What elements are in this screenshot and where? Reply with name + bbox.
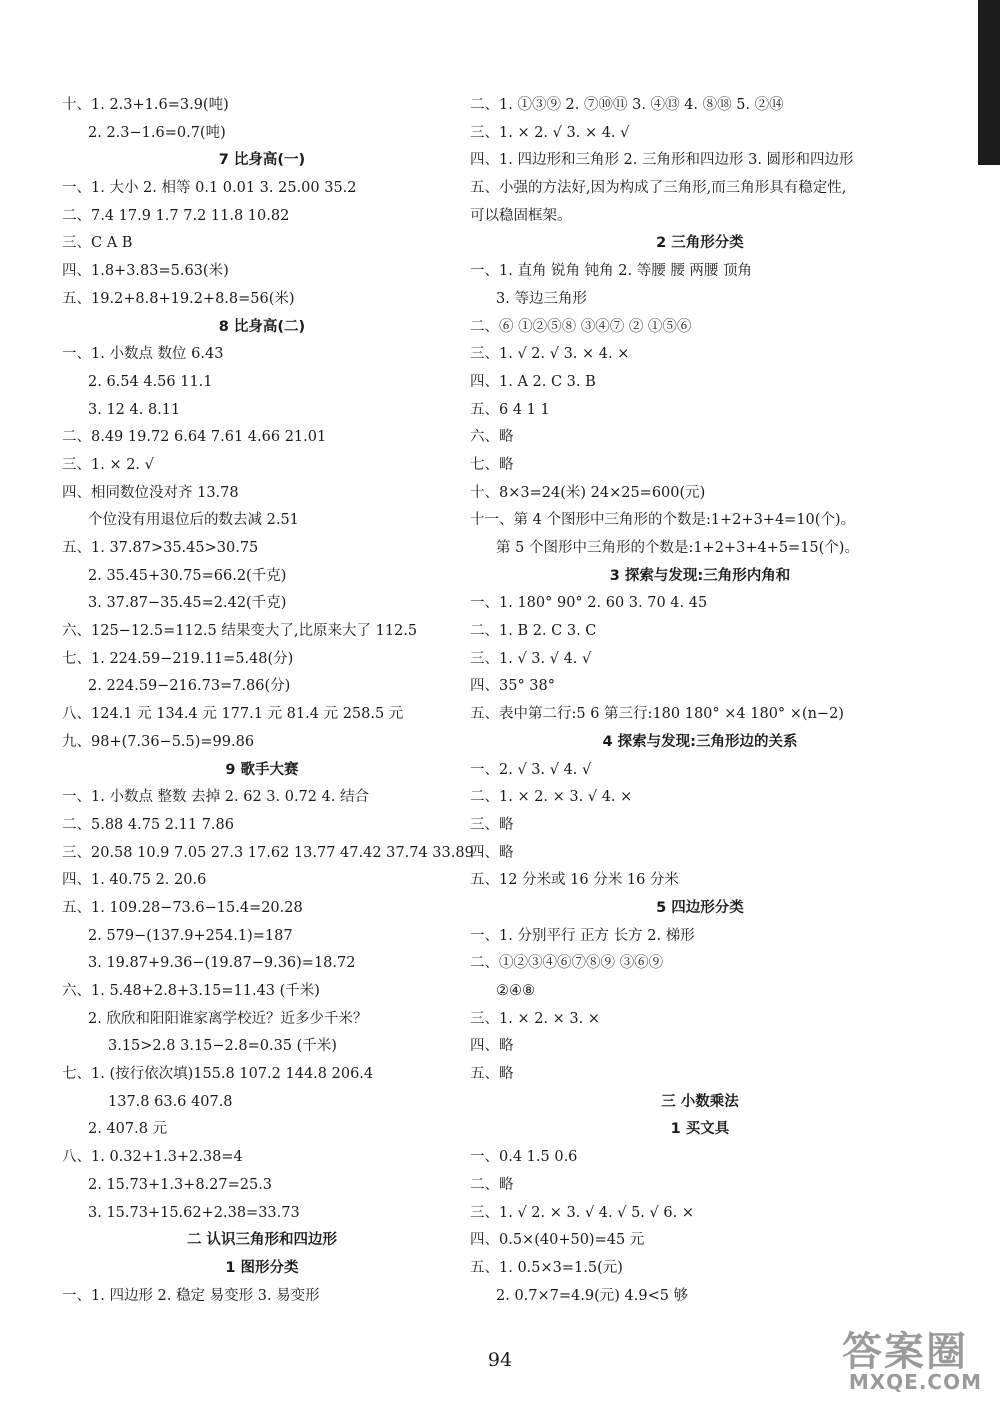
answer-line: 3.15>2.8 3.15−2.8=0.35 (千米)	[108, 1038, 337, 1055]
answer-line: 九、98+(7.36−5.5)=99.86	[62, 733, 255, 750]
answer-line: 三、1. √ 2. √ 3. × 4. ×	[470, 346, 630, 363]
answer-line: 五、1. 0.5×3=1.5(元)	[470, 1259, 623, 1276]
answer-line: 二、略	[470, 1176, 514, 1193]
answer-line: 个位没有用退位后的数去减 2.51	[88, 512, 299, 529]
section-title: 9 歌手大赛	[225, 761, 299, 778]
answer-line: 五、12 分米或 16 分米 16 分米	[470, 872, 679, 889]
right-column	[470, 92, 930, 1310]
answer-line: 二、8.49 19.72 6.64 7.61 4.66 21.01	[62, 429, 327, 446]
answer-line: 3. 19.87+9.36−(19.87−9.36)=18.72	[88, 955, 356, 972]
answer-line: 八、124.1 元 134.4 元 177.1 元 81.4 元 258.5 元	[62, 706, 404, 723]
watermark-url: MXQE.COM	[848, 1370, 982, 1394]
answer-line: 一、1. 180° 90° 2. 60 3. 70 4. 45	[470, 595, 708, 612]
answer-line: 六、略	[470, 429, 514, 446]
answer-line: 七、1. 224.59−219.11=5.48(分)	[62, 650, 294, 667]
answer-line: 五、19.2+8.8+19.2+8.8=56(米)	[62, 290, 295, 307]
answer-line: 四、35° 38°	[470, 678, 556, 695]
answer-line: 3. 12 4. 8.11	[88, 401, 181, 418]
answer-line: 四、1. 40.75 2. 20.6	[62, 872, 207, 889]
section-title: 三 小数乘法	[661, 1093, 739, 1110]
answer-line: 五、1. 109.28−73.6−15.4=20.28	[62, 899, 303, 916]
answer-line: 六、125−12.5=112.5 结果变大了,比原来大了 112.5	[62, 623, 418, 640]
answer-line: 3. 等边三角形	[496, 290, 587, 307]
answer-line: 五、表中第二行:5 6 第三行:180 180° ×4 180° ×(n−2)	[470, 706, 844, 723]
answer-line: 十、8×3=24(米) 24×25=600(元)	[470, 484, 706, 501]
answer-line: 一、1. 小数点 数位 6.43	[62, 346, 224, 363]
answer-line: 二、1. ①③⑨ 2. ⑦⑩⑪ 3. ④⑬ 4. ⑧⑱ 5. ②⑭	[470, 97, 784, 113]
answer-line: 三、1. √ 3. √ 4. √	[470, 650, 592, 667]
answer-line: 3. 37.87−35.45=2.42(千克)	[88, 595, 287, 612]
answer-line: 一、0.4 1.5 0.6	[470, 1149, 578, 1166]
answer-line: 四、略	[470, 1038, 514, 1055]
answer-line: 五、略	[470, 1066, 514, 1083]
answer-line: 一、1. 大小 2. 相等 0.1 0.01 3. 25.00 35.2	[62, 180, 357, 197]
answer-line: 可以稳固框架。	[470, 207, 572, 224]
answer-line: 一、1. 四边形 2. 稳定 易变形 3. 易变形	[62, 1287, 320, 1304]
section-title: 8 比身高(二)	[218, 318, 306, 335]
section-title: 4 探索与发现:三角形边的关系	[602, 733, 798, 750]
answer-line: 2. 579−(137.9+254.1)=187	[88, 927, 293, 944]
answer-line: 八、1. 0.32+1.3+2.38=4	[62, 1149, 243, 1166]
answer-line: 3. 15.73+15.62+2.38=33.73	[88, 1204, 300, 1221]
section-title: 1 图形分类	[225, 1259, 299, 1276]
answer-line: 四、1.8+3.83=5.63(米)	[62, 263, 229, 280]
answer-line: 二、7.4 17.9 1.7 7.2 11.8 10.82	[62, 207, 290, 224]
watermark-text: 答案圈	[842, 1329, 968, 1375]
answer-line: 二、1. B 2. C 3. C	[470, 623, 597, 640]
answer-line: 七、略	[470, 456, 514, 473]
answer-line: 第 5 个图形中三角形的个数是:1+2+3+4+5=15(个)。	[496, 540, 859, 556]
answer-line: 2. 35.45+30.75=66.2(千克)	[88, 567, 287, 584]
answer-line: 2. 2.3−1.6=0.7(吨)	[88, 124, 226, 141]
answer-line: 三、1. × 2. √	[62, 456, 154, 473]
section-title: 5 四边形分类	[656, 899, 744, 916]
section-title: 二 认识三角形和四边形	[186, 1232, 338, 1249]
answer-line: 2. 欣欣和阳阳谁家离学校近？近多少千米？	[88, 1010, 368, 1027]
answer-line: 三、C A B	[62, 235, 133, 252]
answer-line: 三、1. × 2. × 3. ×	[470, 1010, 600, 1027]
answer-line: 四、1. A 2. C 3. B	[470, 373, 596, 390]
watermark-logo	[816, 1320, 986, 1396]
answer-line: 四、略	[470, 844, 514, 861]
answer-line: 五、1. 37.87>35.45>30.75	[62, 540, 259, 556]
answer-line: 二、1. × 2. × 3. √ 4. ×	[470, 789, 633, 806]
answer-line: 三、1. √ 2. × 3. √ 4. √ 5. √ 6. ×	[470, 1204, 694, 1221]
section-title: 3 探索与发现:三角形内角和	[609, 567, 791, 584]
answer-line: 137.8 63.6 407.8	[108, 1093, 233, 1110]
answer-line: 2. 0.7×7=4.9(元) 4.9<5 够	[496, 1287, 689, 1304]
answer-line: 十、1. 2.3+1.6=3.9(吨)	[62, 97, 229, 113]
answer-line: 三、20.58 10.9 7.05 27.3 17.62 13.77 47.42 37.74 33.89	[62, 844, 474, 861]
section-title: 2 三角形分类	[656, 235, 744, 252]
answer-line: 一、2. √ 3. √ 4. √	[470, 761, 592, 778]
left-column	[62, 92, 474, 1310]
page-number: 94	[487, 1349, 513, 1371]
answer-line: 七、1. (按行依次填)155.8 107.2 144.8 206.4	[62, 1066, 374, 1083]
answer-line: ②④⑧	[496, 983, 535, 999]
answer-line: 2. 6.54 4.56 11.1	[88, 373, 213, 390]
answer-line: 三、1. × 2. √ 3. × 4. √	[470, 124, 630, 141]
answer-line: 二、5.88 4.75 2.11 7.86	[62, 816, 234, 833]
section-title: 7 比身高(一)	[218, 152, 306, 169]
page-edge-mark	[978, 0, 1000, 165]
answer-line: 2. 407.8 元	[88, 1121, 168, 1138]
answer-line: 一、1. 分别平行 正方 长方 2. 梯形	[470, 927, 695, 944]
answer-line: 一、1. 直角 锐角 钝角 2. 等腰 腰 两腰 顶角	[470, 263, 753, 280]
answer-line: 四、1. 四边形和三角形 2. 三角形和四边形 3. 圆形和四边形	[470, 152, 854, 169]
answer-line: 五、小强的方法好,因为构成了三角形,而三角形具有稳定性,	[470, 180, 847, 197]
section-title: 1 买文具	[670, 1121, 730, 1138]
answer-line: 四、0.5×(40+50)=45 元	[470, 1232, 645, 1249]
answer-line: 二、①②③④⑥⑦⑧⑨ ③⑥⑨	[470, 955, 664, 972]
answer-line: 一、1. 小数点 整数 去掉 2. 62 3. 0.72 4. 结合	[62, 789, 370, 806]
answer-line: 六、1. 5.48+2.8+3.15=11.43 (千米)	[62, 983, 320, 999]
answer-line: 二、⑥ ①②⑤⑧ ③④⑦ ② ①⑤⑥	[470, 318, 692, 335]
answer-line: 十一、第 4 个图形中三角形的个数是:1+2+3+4=10(个)。	[470, 512, 856, 529]
answer-line: 2. 224.59−216.73=7.86(分)	[88, 678, 291, 695]
answer-line: 三、略	[470, 816, 514, 833]
answer-line: 四、相同数位没对齐 13.78	[62, 484, 239, 501]
answer-line: 五、6 4 1 1	[470, 401, 550, 418]
answer-line: 2. 15.73+1.3+8.27=25.3	[88, 1176, 273, 1193]
